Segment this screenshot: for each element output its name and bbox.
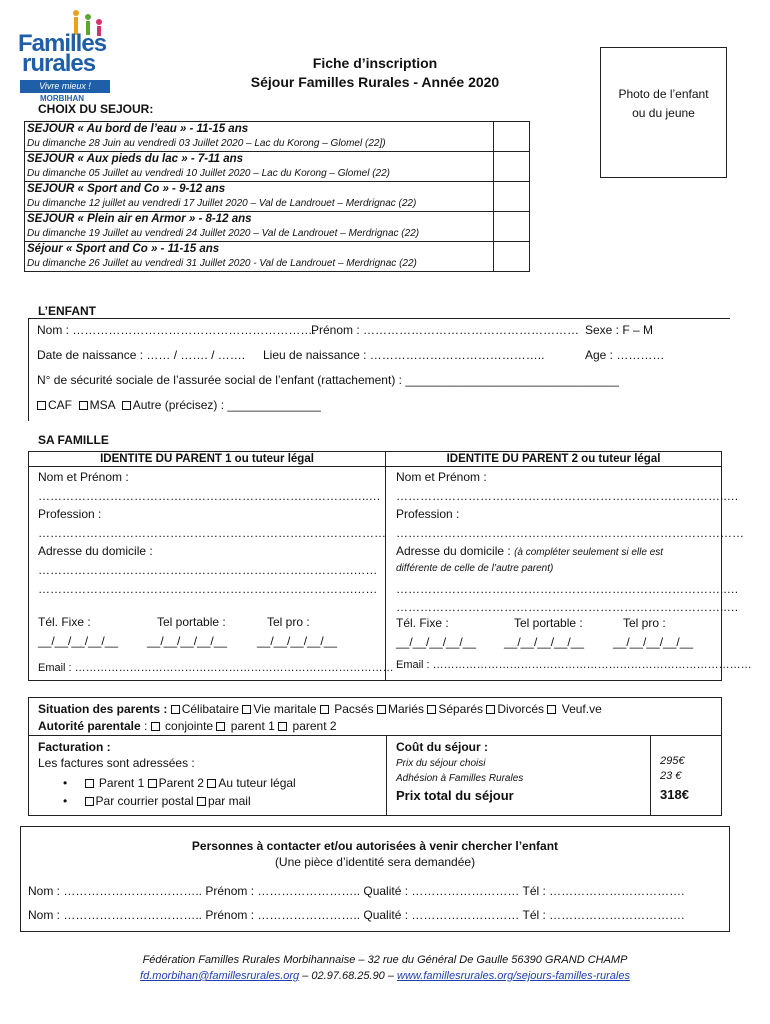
sejour-name: SEJOUR « Sport and Co » - 9-12 ans: [27, 183, 226, 195]
contact-row[interactable]: Nom : …………………………….. Prénom : …………………….. Qualité : ……………………… Tél : …………………………….: [28, 908, 685, 922]
fact-checkbox[interactable]: [197, 797, 206, 806]
title-line1: Fiche d’inscription: [312, 55, 438, 71]
situation-checkbox[interactable]: [171, 705, 180, 714]
fact-checkbox[interactable]: [148, 779, 157, 788]
fact-option: Par courrier postal: [95, 794, 194, 808]
parent2-tel-portable-field[interactable]: __/__/__/__/__: [504, 635, 585, 649]
autorite-checkbox[interactable]: [216, 722, 225, 731]
autre-checkbox[interactable]: [122, 401, 131, 410]
sejour-name: SEJOUR « Aux pieds du lac » - 7-11 ans: [27, 153, 244, 165]
parent1-header: IDENTITE DU PARENT 1 ou tuteur légal: [29, 452, 385, 467]
situation-checkbox[interactable]: [547, 705, 556, 714]
parent2-tel-portable: Tel portable :: [514, 616, 583, 630]
facturation-section: [28, 736, 722, 816]
contacts-title: Personnes à contacter et/ou autorisées à venir chercher l’enfant: [191, 839, 559, 853]
footer-email-link[interactable]: fd.morbihan@famillesrurales.org: [140, 970, 300, 982]
parent2-profession: Profession :: [396, 507, 460, 521]
enfant-sexe[interactable]: Sexe : F – M: [585, 323, 654, 337]
sejour-row: [25, 152, 530, 182]
parent1-tel-fixe-field[interactable]: __/__/__/__/__: [38, 634, 119, 648]
footer-contact: [0, 968, 770, 984]
parent1-column: [29, 452, 394, 680]
logo: [18, 8, 118, 103]
autorite-checkbox[interactable]: [151, 722, 160, 731]
situation-checkbox[interactable]: [320, 705, 329, 714]
title-line2: Séjour Familles Rurales - Année 2020: [250, 74, 500, 90]
parent1-tel-fixe: Tél. Fixe :: [38, 615, 91, 629]
photo-box[interactable]: [600, 47, 727, 178]
sejour-name: Séjour « Sport and Co » - 11-15 ans: [27, 243, 220, 255]
enfant-lieu[interactable]: Lieu de naissance : ……………………………………..: [263, 348, 545, 362]
logo-line1: Familles: [18, 30, 107, 57]
parent2-tel-pro: Tel pro :: [623, 616, 666, 630]
page-title: [210, 54, 540, 92]
fact-option: par mail: [207, 794, 251, 808]
cout-label: Coût du séjour :: [396, 740, 488, 754]
situation-option: Séparés: [438, 702, 484, 716]
logo-line2: rurales: [22, 50, 96, 77]
enfant-prenom[interactable]: Prénom : ………………………………………………: [311, 323, 580, 337]
parent1-tel-portable-field[interactable]: __/__/__/__/__: [147, 634, 228, 648]
autorite-option: conjointe: [165, 719, 214, 733]
sejour-checkbox[interactable]: [494, 242, 530, 272]
fact-option: Parent 1: [98, 776, 145, 790]
enfant-naissance[interactable]: Date de naissance : …… / ……. / …….: [37, 348, 246, 362]
parent1-nom: Nom et Prénom :: [38, 470, 129, 484]
parent1-profession: Profession :: [38, 507, 102, 521]
facturation-sub: Les factures sont adressées :: [38, 756, 195, 770]
adhesion-label: Adhésion à Familles Rurales: [396, 773, 524, 784]
fact-option: Parent 2: [158, 776, 204, 790]
sejour-checkbox[interactable]: [494, 122, 530, 152]
cout-col: [387, 736, 651, 815]
situation-label: Situation des parents :: [38, 702, 168, 716]
sejour-row: [25, 212, 530, 242]
parent1-adresse: Adresse du domicile :: [38, 544, 153, 558]
parent1-tel-pro-field[interactable]: __/__/__/__/__: [257, 634, 338, 648]
situation-option: Mariés: [387, 702, 424, 716]
autorite-checkbox[interactable]: [278, 722, 287, 731]
sejour-dates: Du dimanche 19 Juillet au vendredi 24 Juillet 2020 – Val de Landrouet – Merdrignac (22): [27, 228, 420, 239]
situation-checkbox[interactable]: [242, 705, 251, 714]
contact-row[interactable]: Nom : …………………………….. Prénom : …………………….. Qualité : ……………………… Tél : …………………………….: [28, 884, 685, 898]
parent1-email[interactable]: Email : ……………………………………………………………………………: [38, 662, 394, 674]
sejour-name: SEJOUR « Plein air en Armor » - 8-12 ans: [27, 213, 252, 225]
parent2-email[interactable]: Email : ……………………………………………………………………………: [396, 659, 752, 671]
facturation-opt2: • Par courrier postal par mail: [63, 794, 251, 808]
parent2-nom: Nom et Prénom :: [396, 470, 487, 484]
facturation-col: [29, 736, 387, 815]
facturation-opt1: • Parent 1 Parent 2 Au tuteur légal: [63, 776, 296, 790]
parent2-adresse-field[interactable]: ………………………………………………………………………..…: [396, 582, 739, 596]
enfant-secu[interactable]: N° de sécurité sociale de l’assurée social de l’enfant (rattachement) : ________________________________: [37, 373, 619, 387]
enfant-section: [28, 318, 730, 421]
contacts-subtitle: (Une pièce d’identité sera demandée): [274, 855, 476, 869]
sejour-name: SEJOUR « Au bord de l’eau » - 11-15 ans: [27, 123, 249, 135]
footer-url-link[interactable]: www.famillesrurales.org/sejours-familles-rurales: [397, 970, 630, 982]
autre-label[interactable]: Autre (précisez) : ______________: [132, 398, 321, 412]
parent2-header: IDENTITE DU PARENT 2 ou tuteur légal: [386, 452, 721, 467]
parent1-adresse-field[interactable]: …………………………………………………………………….……: [38, 563, 378, 577]
fact-option: Au tuteur légal: [218, 776, 296, 790]
sejour-dates: Du dimanche 12 juillet au vendredi 17 Juillet 2020 – Val de Landrouet – Merdrignac (22): [27, 198, 417, 209]
cout-values: [651, 736, 721, 815]
parent2-nom-field[interactable]: ………………………………………………………………………..…: [396, 489, 739, 503]
autorite-line: Autorité parentale : conjointe parent 1 parent 2: [38, 719, 337, 733]
sejour-row: [25, 122, 530, 152]
footer-phone: – 02.97.68.25.90 –: [299, 970, 398, 982]
sejour-row: [25, 182, 530, 212]
sejour-dates: Du dimanche 05 Juillet au vendredi 10 Juillet 2020 – Lac du Korong – Glomel (22): [27, 168, 390, 179]
footer: [0, 952, 770, 984]
prix-value: 295€: [660, 755, 685, 767]
parent2-adresse: [396, 544, 663, 558]
parent2-column: [386, 452, 752, 680]
parent2-adresse-field2[interactable]: ………………………………………………………………………..…: [396, 600, 739, 614]
parent1-nom-field[interactable]: ………………………………………………………………………..…: [38, 489, 381, 503]
situation-option: Pacsés: [334, 702, 374, 716]
photo-label2: ou du jeune: [632, 106, 695, 120]
situation-checkbox[interactable]: [486, 705, 495, 714]
enfant-title: L’ENFANT: [38, 304, 97, 318]
facturation-label: Facturation :: [38, 740, 111, 754]
situation-option: Veuf.ve: [561, 702, 602, 716]
situation-section: [28, 697, 722, 736]
autorite-option: parent 1: [230, 719, 275, 733]
parent2-adresse-note: (à compléter seulement si elle est: [514, 547, 664, 558]
famille-title: SA FAMILLE: [38, 433, 109, 447]
parent2-adresse-label: Adresse du domicile :: [396, 544, 511, 558]
adhesion-value: 23 €: [660, 770, 682, 782]
parent2-tel-fixe-field[interactable]: __/__/__/__/__: [396, 635, 477, 649]
parent1-tel-pro: Tel pro :: [267, 615, 310, 629]
parent1-tel-portable: Tel portable :: [157, 615, 226, 629]
total-value: 318€: [660, 787, 689, 802]
fact-checkbox[interactable]: [85, 779, 94, 788]
parent2-tel-pro-field[interactable]: __/__/__/__/__: [613, 635, 694, 649]
parent1-adresse-field2[interactable]: …………………………………………………………………….……: [38, 582, 378, 596]
msa-checkbox[interactable]: [79, 401, 88, 410]
caf-label: CAF: [48, 398, 72, 412]
fact-checkbox[interactable]: [207, 779, 216, 788]
choix-label: CHOIX DU SEJOUR:: [38, 102, 154, 116]
enfant-age[interactable]: Age : …………: [585, 348, 665, 362]
fact-checkbox[interactable]: [85, 797, 94, 806]
situation-checkbox[interactable]: [377, 705, 386, 714]
prix-label: Prix du séjour choisi: [396, 758, 486, 769]
sejour-checkbox[interactable]: [494, 212, 530, 242]
photo-label1: Photo de l’enfant: [618, 87, 709, 101]
sejour-dates: Du dimanche 26 Juillet au vendredi 31 Juillet 2020 - Val de Landrouet – Merdrignac (22): [27, 258, 417, 269]
autorite-label: Autorité parentale: [38, 719, 141, 733]
parent2-adresse-note2: différente de celle de l’autre parent): [396, 563, 554, 574]
enfant-nom[interactable]: Nom : …………………………………………………….: [37, 323, 316, 337]
footer-address: Fédération Familles Rurales Morbihannaise – 32 rue du Général De Gaulle 56390 GRAND CHAMP: [142, 954, 628, 966]
sejour-row: [25, 242, 530, 272]
contacts-section: [20, 826, 730, 932]
sejour-dates: Du dimanche 28 Juin au vendredi 03 Juillet 2020 – Lac du Korong – Glomel (22]): [27, 138, 386, 149]
situation-option: Vie maritale: [253, 702, 317, 716]
enfant-caisse: [37, 398, 321, 412]
famille-table: [28, 451, 752, 681]
sejour-table: [24, 121, 530, 272]
situation-line: [38, 702, 602, 716]
caf-checkbox[interactable]: [37, 401, 46, 410]
parent2-tel-fixe: Tél. Fixe :: [396, 616, 449, 630]
autorite-option: parent 2: [292, 719, 337, 733]
situation-option: Divorcés: [497, 702, 545, 716]
total-label: Prix total du séjour: [396, 788, 514, 803]
logo-tagline: Vivre mieux !: [20, 80, 110, 93]
sejour-checkbox[interactable]: [494, 152, 530, 182]
logo-dept: MORBIHAN: [40, 94, 84, 103]
situation-option: Célibataire: [181, 702, 240, 716]
parent2-profession-field[interactable]: ……………………………………………………………………………: [396, 526, 744, 540]
sejour-checkbox[interactable]: [494, 182, 530, 212]
parent1-profession-field[interactable]: ……………………………………………………………………………: [38, 526, 386, 540]
situation-checkbox[interactable]: [427, 705, 436, 714]
msa-label: MSA: [89, 398, 116, 412]
